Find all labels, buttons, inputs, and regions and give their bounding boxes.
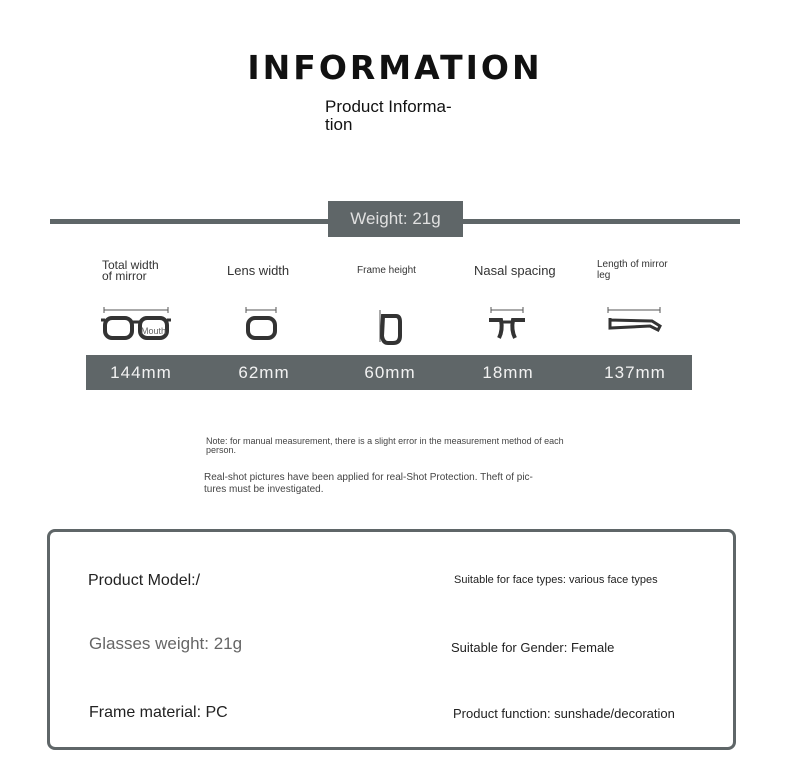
lens-side-icon (350, 300, 430, 350)
spec-frame-material: Frame material: PC (89, 704, 228, 721)
spec-face-types: Suitable for face types: various face types (454, 574, 658, 586)
value-total-width: 144mm (110, 363, 172, 382)
measurement-note: Note: for manual measurement, there is a slight error in the measurement method of each person. (206, 436, 564, 455)
protection-note: Real-shot pictures have been applied for real-Shot Protection. Theft of pic- tures must be investigated. (204, 472, 533, 495)
temple-arm-icon (598, 300, 678, 350)
value-temple-length: 137mm (604, 363, 666, 382)
spec-product-model: Product Model:/ (88, 572, 201, 589)
label-nasal-spacing: Nasal spacing (474, 263, 556, 278)
spec-function: Product function: sunshade/decoration (453, 706, 675, 721)
single-lens-icon (221, 300, 301, 350)
spec-gender: Suitable for Gender: Female (451, 640, 615, 655)
spec-glasses-weight: Glasses weight: 21g (89, 634, 243, 653)
label-frame-height: Frame height (357, 265, 416, 276)
value-nasal-spacing: 18mm (482, 363, 534, 382)
icon-note-mouth: Mouth (141, 326, 167, 336)
label-lens-width: Lens width (227, 263, 290, 278)
weight-tag: Weight: 21g (328, 201, 463, 237)
page-subtitle: Product Informa- tion (325, 97, 452, 134)
label-total-width: Total width of mirror (102, 258, 159, 283)
glasses-front-icon (96, 300, 176, 350)
label-temple-length: Length of mirror leg (597, 259, 668, 281)
value-lens-width: 62mm (238, 363, 290, 382)
page-title: INFORMATION (247, 48, 543, 87)
value-frame-height: 60mm (364, 363, 416, 382)
bridge-icon (467, 300, 547, 350)
